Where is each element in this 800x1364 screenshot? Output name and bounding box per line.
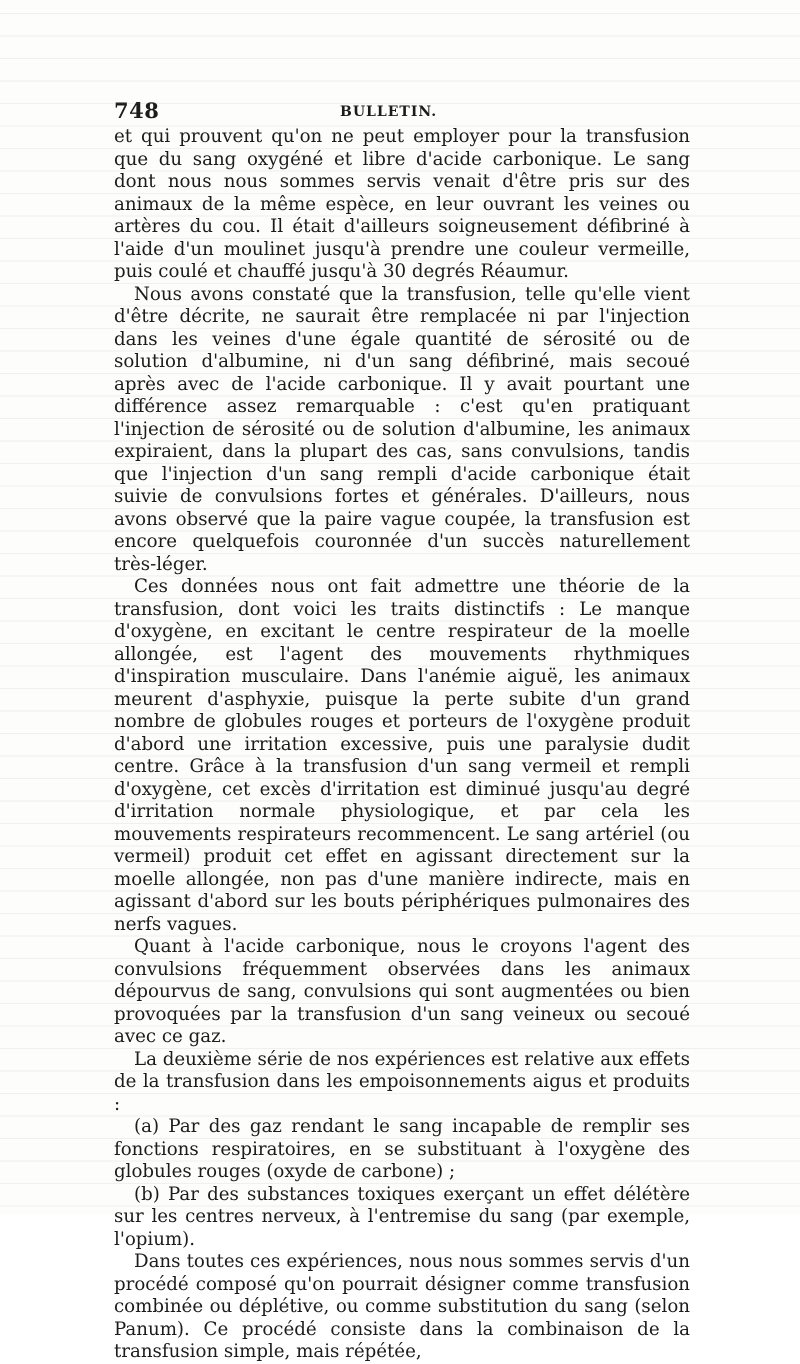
paragraph: Nous avons constaté que la transfusion, telle qu'elle vient d'être décrite, ne saurait être remplacée ni par l'injection dans les veines d'une égale quantité de sérosité ou de solution d'albumine, ni d'un sang défibriné, mais secoué après avec de l'acide carbonique. Il y avait pourtant une différence assez remarquable : c'est qu'en pratiquant l'injection de sérosité ou de solution d'albumine, les animaux expiraient, dans la plupart des cas, sans convulsions, tandis que l'injection d'un sang rempli d'acide carbonique était suivie de convulsions fortes et générales. D'ailleurs, nous avons observé que la paire vague coupée, la transfusion est encore quelquefois couronnée d'un succès naturellement très-léger. [114, 283, 690, 575]
body-text [114, 126, 690, 1364]
paragraph: (b) Par des substances toxiques exerçant un effet délétère sur les centres nerveux, à l'entremise du sang (par exemple, l'opium). [114, 1183, 690, 1250]
paragraph: Dans toutes ces expériences, nous nous sommes servis d'un procédé composé qu'on pourrait désigner comme transfusion combinée ou déplétive, ou comme substitution du sang (selon Panum). Ce procédé consiste dans la combinaison de la transfusion simple, mais répétée, [114, 1251, 690, 1362]
paragraph: La deuxième série de nos expériences est relative aux effets de la transfusion dans les empoisonnements aigus et produits : [114, 1048, 690, 1115]
page-header [114, 98, 690, 124]
page-number: 748 [114, 98, 160, 123]
paragraph: (a) Par des gaz rendant le sang incapable de remplir ses fonctions respiratoires, en se substituant à l'oxygène des globules rouges (oxyde de carbone) ; [114, 1116, 690, 1182]
paragraph: Ces données nous ont fait admettre une théorie de la transfusion, dont voici les traits distinctifs : Le manque d'oxygène, en excitant le centre respirateur de la moelle allongée, est l'agent des mouvements rhythmiques d'inspiration musculaire. Dans l'anémie aiguë, les animaux meurent d'asphyxie, puisque la perte subite d'un grand nombre de globules rouges et porteurs de l'oxygène produit d'abord une irritation excessive, puis une paralysie dudit centre. Grâce à la transfusion d'un sang vermeil et rempli d'oxygène, cet excès d'irritation est diminué jusqu'au degré d'irritation normale physiologique, et par cela les mouvements respirateurs recommencent. Le sang artériel (ou vermeil) produit cet effet en agissant directement sur la moelle allongée, non pas d'une manière indirecte, mais en agissant d'abord sur les bouts périphériques pulmonaires des nerfs vagues. [114, 576, 690, 935]
running-title: BULLETIN. [340, 104, 438, 120]
paragraph: et qui prouvent qu'on ne peut employer pour la transfusion que du sang oxygéné et libre d'acide carbonique. Le sang dont nous nous sommes servis venait d'être pris sur des animaux de la même espèce, en leur ouvrant les veines ou artères du cou. Il était d'ailleurs soigneusement défibriné à l'aide d'un moulinet jusqu'à prendre une couleur vermeille, puis coulé et chauffé jusqu'à 30 degrés Réaumur. [114, 126, 690, 282]
paragraph: Quant à l'acide carbonique, nous le croyons l'agent des convulsions fréquemment observées dans les animaux dépourvus de sang, convulsions qui sont augmentées ou bien provoquées par la transfusion d'un sang veineux ou secoué avec ce gaz. [114, 936, 690, 1047]
